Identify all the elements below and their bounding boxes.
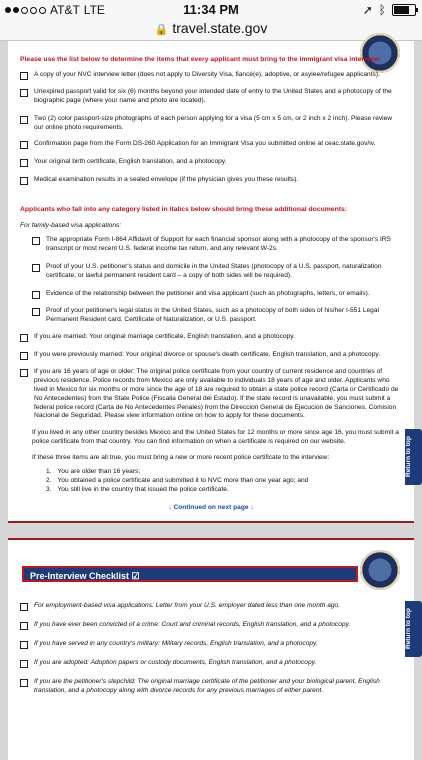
checkbox[interactable] xyxy=(20,622,28,630)
checkbox[interactable] xyxy=(20,72,28,80)
checklist-item: If you are the petitioner's stepchild: The original marriage certificate of the petitioner and your biological parent, English translation, and a photocopy along with divorce records for any previous marriages of either parent. xyxy=(20,678,400,696)
checklist-item: If you are adopted: Adoption papers or custody documents, English translation, and a photocopy. xyxy=(20,659,400,668)
list-item: 2. You obtained a police certificate and submitted it to NVC more than one year ago; and xyxy=(46,476,309,484)
checkbox[interactable] xyxy=(32,237,40,245)
lock-icon: 🔒 xyxy=(154,24,169,36)
carrier-name: AT&T xyxy=(50,3,80,17)
checkbox[interactable] xyxy=(20,116,28,124)
checklist-item: If you are married: Your original marriage certificate, English translation, and a photocopy. xyxy=(20,333,400,342)
checkbox[interactable] xyxy=(20,141,28,149)
checklist-item: Proof of your petitioner's legal status in the United States, such as a photocopy of both sides of his/her I-551 Legal Permanent Resident card, Certificate of Naturalization, or U.S. passport. xyxy=(32,307,400,325)
checkbox[interactable] xyxy=(20,679,28,687)
return-to-top-button[interactable]: Return to top xyxy=(405,429,422,485)
three-items-intro: If these three items are all true, you must bring a new or more recent police certificate to the interview: xyxy=(32,454,330,461)
checklist-item: Your original birth certificate, English translation, and a photocopy. xyxy=(20,158,400,167)
url-host: travel.state.gov xyxy=(172,20,268,36)
document-page xyxy=(8,538,414,760)
checkbox[interactable] xyxy=(20,159,28,167)
three-items-list xyxy=(46,468,400,495)
document-page xyxy=(8,41,414,523)
checkbox[interactable] xyxy=(20,177,28,185)
continued-link[interactable]: ↓ Continued on next page ↓ xyxy=(168,504,254,511)
checklist-item: Confirmation page from the Form DS-260 Application for an Immigrant Visa you submitted online at ceac.state.gov/iv. xyxy=(20,140,400,149)
bluetooth-icon: ᛒ xyxy=(378,3,386,17)
checklist-item: A copy of your NVC interview letter (does not apply to Diversity Visa, fiancé(e), adoptive, or asylee/refugee applicants). xyxy=(20,71,400,80)
other-country-paragraph: If you lived in any other country besides Mexico and the United States for 12 months or more since age 16, you must submit a police certificate from that country. You can find information on when a certificate is required on our website. xyxy=(32,429,399,445)
checkbox[interactable] xyxy=(32,308,40,316)
checkbox[interactable] xyxy=(20,660,28,668)
location-arrow-icon: ➚ xyxy=(362,3,373,17)
url-bar[interactable] xyxy=(0,20,422,41)
pre-interview-checklist-title: Pre-Interview Checklist ☑ xyxy=(22,566,358,582)
checkbox[interactable] xyxy=(20,603,28,611)
additional-docs-heading: Applicants who fall into any category listed in italics below should bring these additional documents: xyxy=(20,206,348,213)
checkbox[interactable] xyxy=(20,641,28,649)
checklist-item: Evidence of the relationship between the petitioner and visa applicant (such as photographs, letters, or emails). xyxy=(32,290,400,299)
network-type: LTE xyxy=(83,3,105,17)
checklist-item: For employment-based visa applications: Letter from your U.S. employer dated less than one month ago. xyxy=(20,602,400,611)
family-based-label: For family-based visa applications: xyxy=(20,222,122,229)
checklist-item: If you were previously married: Your original divorce or spouse's death certificate, English translation, and a photocopy. xyxy=(20,351,400,360)
list-item: 3. You still live in the country that issued the police certificate. xyxy=(46,485,229,493)
clock: 11:34 PM xyxy=(183,2,239,17)
checklist-item: If you have ever been convicted of a crime: Court and criminal records, English translation, and a photocopy. xyxy=(20,621,400,630)
checklist-item: If you have served in any country's military: Military records, English translation, and a photocopy. xyxy=(20,640,400,649)
checklist-item: If you are 16 years of age or older: The original police certificate from your country of current residence and countries of previous residence. Police records from Mexico are only available to individuals 18 years of age and older. Applicants who lived in Mexico for six months or more since the age of 18 are required to obtain a state police record (Carta or Certificado de No Antecedentes) from the State Police (Fiscalia General del Estado). If the state record is unavailable, you must submit a federal police record (Carta de No Antecedentes Penales) from the Direccion General de Ejecucion de Sanciones, Comision Nacional de Seguridad. Please view information online on how to apply for these documents. xyxy=(20,368,400,421)
checklist-item: The appropriate Form I-864 Affidavit of Support for each financial sponsor along with a photocopy of the sponsor's IRS transcript or most recent U.S. federal income tax return, and any relevant W-2s. xyxy=(32,236,400,254)
list-item: 1. You are older than 16 years; xyxy=(46,468,141,475)
checkbox[interactable] xyxy=(32,264,40,272)
checklist-item: Unexpired passport valid for six (6) months beyond your intended date of entry to the United States and a photocopy of the biographic page (where your name and photo are located). xyxy=(20,88,400,106)
checkbox[interactable] xyxy=(20,89,28,97)
checklist-item: Two (2) color passport-size photographs of each person applying for a visa (5 cm x 5 cm, or 2 inch x 2 inch). Please review our online photo requirements. xyxy=(20,115,400,133)
status-bar xyxy=(0,0,422,20)
state-department-seal xyxy=(360,550,400,590)
battery-icon xyxy=(392,4,416,16)
return-to-top-button[interactable]: Return to top xyxy=(405,601,422,657)
checkbox[interactable] xyxy=(20,369,28,377)
checklist-item: Medical examination results in a sealed envelope (if the physician gives you these results). xyxy=(20,176,400,185)
checkbox[interactable] xyxy=(20,334,28,342)
checkbox[interactable] xyxy=(32,291,40,299)
checkbox[interactable] xyxy=(20,352,28,360)
checklist-item: Proof of your U.S. petitioner's status and domicile in the United States (photocopy of a U.S. passport, naturalization certificate, or lawful permanent resident card – a copy of both sides will be required). xyxy=(32,263,400,281)
state-department-seal xyxy=(360,33,400,73)
required-items-heading: Please use the list below to determine the items that every applicant must bring to the immigrant visa interview: xyxy=(20,56,382,63)
